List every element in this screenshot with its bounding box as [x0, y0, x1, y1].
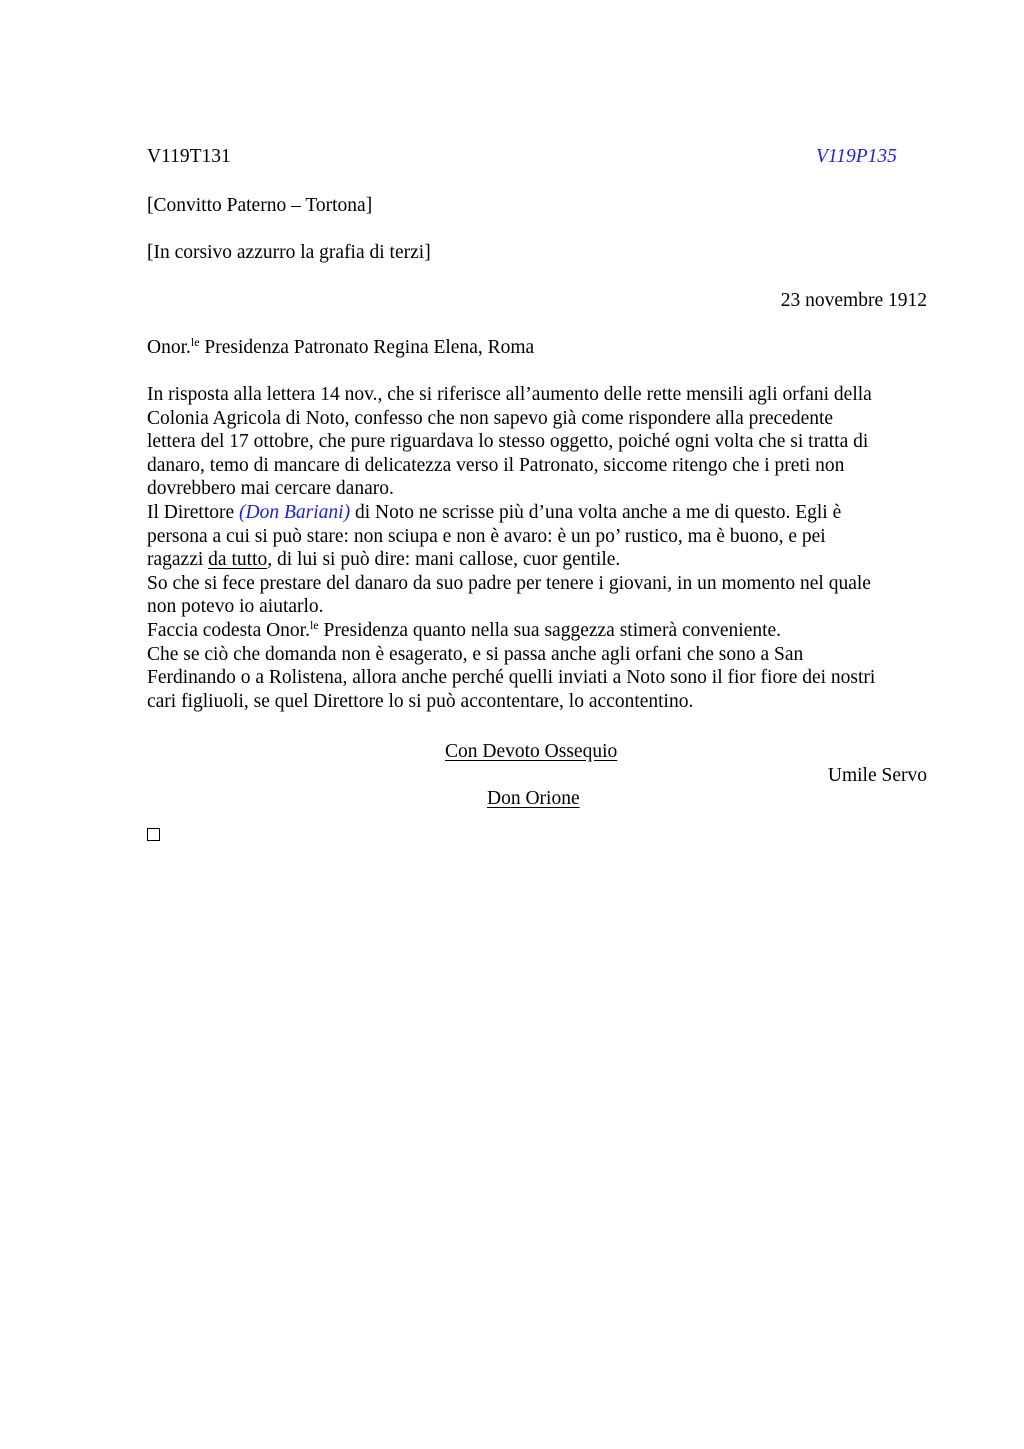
- recipient-rest: Presidenza Patronato Regina Elena, Roma: [199, 337, 535, 358]
- body-text: di Noto ne scrisse più d’una volta anche a me di questo. Egli è: [350, 501, 842, 523]
- body-line: Che se ciò che domanda non è esagerato, e si passa anche agli orfani che sono a San: [147, 643, 804, 665]
- body-line: persona a cui si può stare: non sciupa e non è avaro: è un po’ rustico, ma è buono, e pei: [147, 525, 826, 547]
- letter-body: [147, 383, 927, 713]
- signature: Don Orione: [487, 788, 580, 809]
- body-text: Presidenza quanto nella sua saggezza stimerà conveniente.: [318, 619, 782, 641]
- body-line: cari figliuoli, se quel Direttore lo si può accontentare, lo accontentino.: [147, 690, 694, 712]
- body-line: [147, 619, 927, 643]
- body-line: danaro, temo di mancare di delicatezza verso il Patronato, siccome ritengo che i preti non: [147, 454, 845, 476]
- third-party-insert: (Don Bariani): [239, 501, 351, 523]
- closing-greeting: Con Devoto Ossequio: [445, 741, 618, 762]
- page-reference: V119P135: [816, 146, 897, 167]
- place-note: [Convitto Paterno – Tortona]: [147, 195, 373, 216]
- body-sup: le: [309, 617, 319, 632]
- closing-title: Umile Servo: [827, 765, 927, 786]
- recipient-prefix: Onor.: [147, 337, 191, 358]
- body-line: Ferdinando o a Rolistena, allora anche perché quelli inviati a Noto sono il fior fiore dei nostri: [147, 667, 876, 689]
- underlined-text: da tutto: [208, 549, 268, 571]
- letter-date: 23 novembre 1912: [780, 290, 927, 311]
- recipient-sup: le: [190, 335, 200, 349]
- body-text: ragazzi: [147, 549, 209, 571]
- document-id: V119T131: [147, 146, 231, 167]
- body-text: , di lui si può dire: mani callose, cuor gentile.: [267, 549, 621, 571]
- body-text: Il Direttore: [147, 501, 240, 523]
- body-line: In risposta alla lettera 14 nov., che si riferisce all’aumento delle rette mensili agli orfani della: [147, 384, 872, 405]
- letter-page: [147, 0, 927, 1449]
- body-line: lettera del 17 ottobre, che pure riguardava lo stesso oggetto, poiché ogni volta che si tratta di: [147, 431, 869, 453]
- body-line: dovrebbero mai cercare danaro.: [147, 478, 394, 500]
- body-line: [147, 501, 927, 525]
- editorial-note: [In corsivo azzurro la grafia di terzi]: [147, 242, 431, 263]
- body-text: Faccia codesta Onor.: [147, 619, 310, 641]
- body-line: Colonia Agricola di Noto, confesso che non sapevo già come rispondere alla precedente: [147, 407, 834, 429]
- body-line: [147, 548, 927, 572]
- empty-box-icon: [147, 828, 160, 841]
- body-line: non potevo io aiutarlo.: [147, 596, 324, 618]
- recipient: [147, 336, 534, 360]
- body-line: So che si fece prestare del danaro da suo padre per tenere i giovani, in un momento nel quale: [147, 572, 871, 594]
